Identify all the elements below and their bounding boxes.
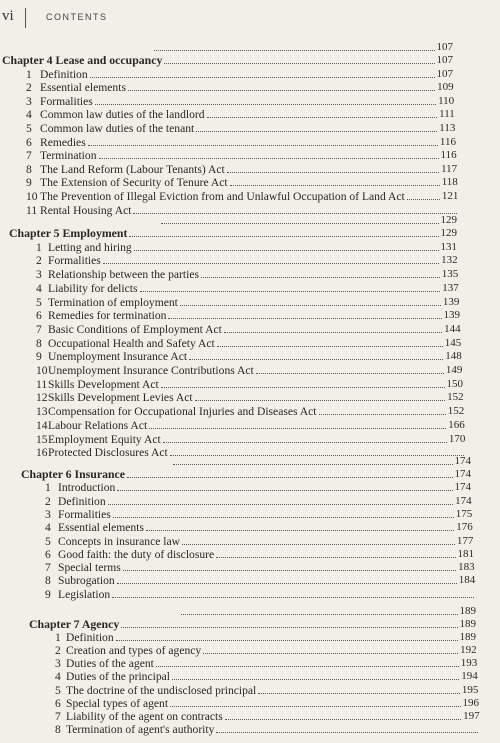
entry-title: Special types of agent [66,696,169,710]
chapter-title-row [29,617,476,631]
toc-entry [55,643,477,657]
entry-title: Liability of the agent on contracts [66,709,223,723]
chapter-page-number: 129 [440,214,457,226]
chapter-page-number: 107 [436,54,453,66]
toc-entry [55,683,478,697]
entry-title: Subrogation [58,574,115,588]
entry-page-number: 174 [454,481,471,494]
toc-entry [45,587,476,601]
toc-entry [45,573,475,587]
entry-title: Common law duties of the landlord [40,108,205,122]
entry-page-number: 137 [442,281,459,294]
entry-number: 3 [55,657,61,671]
dot-leader [170,706,460,707]
entry-title: Duties of the agent [66,657,154,671]
entry-title: Unemployment Insurance Contributions Act [48,364,254,377]
dot-leader [203,653,458,654]
entry-number: 8 [45,574,51,588]
entry-number: 10 [26,190,38,203]
entry-title: Concepts in insurance law [58,534,181,548]
entry-title: Skills Development Levies Act [48,391,193,405]
chapter-title-row [9,226,457,240]
entry-title: Common law duties of the tenant [40,122,195,135]
entry-title: Remedies for termination [48,309,167,323]
toc-entry [36,377,463,391]
dot-leader [154,50,435,51]
chapter-title: Chapter 6 Insurance [21,467,125,481]
dot-leader [117,583,457,584]
entry-number: 15 [36,432,48,446]
entry-title: Formalities [40,94,93,108]
chapter-page-number: 174 [454,468,471,480]
entry-page-number: 152 [447,405,465,418]
page-number: vi [2,8,14,24]
entry-page-number: 111 [439,108,455,121]
entry-number: 6 [36,309,42,323]
chapter-leader-row [152,40,453,54]
entry-title: Rental Housing Act [40,203,132,217]
toc-entry [36,308,460,322]
entry-page-number: 109 [437,81,454,94]
entry-page-number: 144 [444,322,461,335]
dot-leader [112,597,474,598]
dot-leader [182,544,455,545]
entry-title: Termination [40,149,97,163]
dot-leader [230,185,440,186]
toc-entry [36,349,462,363]
dot-leader [121,627,457,628]
entry-title: Definition [58,494,106,508]
entry-title: Remedies [40,135,86,149]
dot-leader [134,250,439,251]
dot-leader [181,614,458,615]
entry-number: 12 [36,391,48,405]
entry-page-number: 149 [445,364,463,376]
dot-leader [168,318,441,319]
entry-number: 1 [45,481,51,495]
entry-page-number: 184 [458,574,476,587]
entry-title: Legislation [58,587,111,601]
entry-page-number: 110 [438,94,455,107]
dot-leader [164,63,434,64]
toc-entry [45,534,473,548]
toc-entry [36,418,465,432]
toc-entry [45,494,472,508]
entry-number: 4 [26,108,32,122]
entry-number: 3 [26,94,32,108]
entry-number: 6 [26,135,32,149]
entry-title: Skills Development Act [48,377,159,391]
dot-leader [163,442,447,443]
dot-leader [161,387,445,388]
entry-number: 2 [26,81,32,95]
entry-number: 9 [26,176,32,190]
toc-entry [36,267,458,281]
dot-leader [90,77,435,78]
entry-page-number: 145 [444,336,462,349]
entry-page-number: 131 [440,240,457,253]
entry-title: Essential elements [40,81,126,95]
chapter-leader-row [171,454,471,468]
entry-page-number: 192 [460,644,477,657]
entry-number: 9 [45,587,51,601]
entry-number: 7 [45,561,51,575]
dot-leader [217,346,443,347]
dot-leader [123,570,456,571]
entry-number: 2 [45,494,51,508]
dot-leader [156,666,459,667]
toc-entry [26,94,454,108]
toc-entry [36,390,464,404]
entry-page-number: 118 [441,176,458,189]
entry-title: Definition [66,631,114,645]
entry-page-number: 150 [446,377,463,390]
entry-page-number: 139 [442,295,460,308]
toc-entry [36,336,461,350]
entry-number: 5 [36,295,42,309]
toc-entry [36,295,459,309]
toc-entry [26,148,457,162]
entry-number: 11 [36,377,48,391]
entry-number: 2 [36,254,42,268]
toc-entry [26,80,454,94]
chapter-title-row [2,53,453,67]
entry-title: Employment Equity Act [48,432,161,446]
entry-title: Essential elements [58,521,144,535]
entry-number: 8 [26,162,32,176]
chapter-title-row [21,467,471,481]
chapter-page-number: 174 [454,455,471,467]
entry-page-number: 135 [441,268,459,281]
dot-leader [207,117,438,118]
entry-number: 11 [26,203,38,217]
entry-title: The Extension of Security of Tenure Act [40,176,228,190]
chapter-page-number: 107 [436,41,453,53]
entry-page-number: 177 [456,534,474,547]
dot-leader [258,693,460,694]
entry-page-number: 174 [455,494,472,507]
dot-leader [224,332,442,333]
dot-leader [149,428,446,429]
chapter-title: Chapter 5 Employment [9,226,128,240]
dot-leader [225,719,461,720]
toc-entry [36,281,459,295]
chapter-page-number: 189 [459,605,476,617]
toc-entry [36,253,458,267]
entry-page-number: 194 [461,670,478,683]
entry-title: The doctrine of the undisclosed principal [66,683,257,697]
entry-page-number: 107 [436,67,453,80]
toc-entry [45,507,472,521]
dot-leader [227,172,439,173]
toc-entry [26,175,458,189]
toc-entry [45,547,474,561]
entry-title: Labour Relations Act [48,418,148,432]
dot-leader [407,199,440,200]
toc-entry [55,696,479,710]
entry-page-number: 152 [447,391,464,404]
toc-entry [26,135,456,149]
dot-leader [95,104,436,105]
entry-title: Occupational Health and Safety Act [48,336,215,350]
entry-title: Formalities [58,507,111,521]
toc-entry [36,363,462,377]
dot-leader [216,557,455,558]
dot-leader [196,131,437,132]
entry-number: 8 [36,336,42,350]
entry-title: Formalities [48,254,101,268]
entry-page-number: 181 [457,547,474,560]
chapter-leader-row [159,213,457,227]
dot-leader [201,277,440,278]
dot-leader [113,517,454,518]
entry-title: Termination of agent's authority [66,722,215,736]
entry-page-number: 116 [440,149,457,162]
entry-title: Definition [40,67,88,81]
entry-title: Introduction [58,481,116,495]
toc-entry [45,480,471,494]
entry-page-number: 148 [445,350,462,363]
dot-leader [180,305,441,306]
chapter-page-number: 189 [459,618,476,630]
entry-title: Liability for delicts [48,281,138,295]
running-title: CONTENTS [46,12,108,22]
toc-entry [26,162,457,176]
toc-entry [36,240,457,254]
entry-title: Good faith: the duty of disclosure [58,547,215,561]
entry-number: 14 [36,418,48,432]
entry-page-number: 139 [443,309,460,322]
dot-leader [173,464,453,465]
entry-number: 1 [55,631,61,645]
entry-number: 4 [55,670,61,684]
dot-leader [189,359,443,360]
entry-page-number: 196 [462,696,479,709]
dot-leader [99,158,439,159]
entry-page-number: 116 [439,135,456,148]
entry-number: 9 [36,350,42,364]
entry-number: 4 [36,281,42,295]
dot-leader [116,640,458,641]
dot-leader [216,732,478,733]
entry-title: Letting and hiring [48,240,132,254]
entry-page-number: 189 [459,631,476,644]
entry-page-number: 197 [463,709,480,722]
entry-page-number: 176 [456,521,473,534]
entry-page-number: 121 [441,190,459,202]
entry-number: 6 [45,547,51,561]
toc-entry [26,67,453,81]
toc-entry [26,121,455,135]
entry-number: 6 [55,696,61,710]
entry-title: Creation and types of agency [66,644,202,658]
entry-title: The Prevention of Illegal Eviction from and Unlawful Occupation of Land Act [40,190,405,203]
entry-title: Unemployment Insurance Act [48,350,188,364]
entry-title: Termination of employment [48,295,178,309]
entry-page-number: 175 [455,507,473,520]
entry-number: 7 [36,322,42,336]
entry-page-number: 193 [460,657,478,670]
dot-leader [161,223,439,224]
entry-page-number: 170 [448,432,466,445]
entry-number: 4 [45,521,51,535]
entry-page-number: 132 [441,254,458,267]
dot-leader [195,400,446,401]
entry-page-number: 195 [461,683,479,696]
toc-entry [55,709,480,723]
toc-entry [36,404,464,418]
dot-leader [117,490,452,491]
dot-leader [108,504,453,505]
dot-leader [146,530,454,531]
entry-number: 1 [26,67,32,81]
entry-number: 2 [55,644,61,658]
dot-leader [129,236,438,237]
entry-number: 7 [26,149,32,163]
toc-entry [45,520,473,534]
toc-entry [36,432,465,446]
dot-leader [88,145,438,146]
entry-title: Protected Disclosures Act [48,446,168,460]
entry-page-number: 183 [458,561,475,574]
toc-entry [26,107,455,121]
toc-entry [55,656,477,670]
entry-title: Special terms [58,561,121,575]
entry-page-number: 166 [448,418,465,431]
entry-number: 16 [36,446,48,460]
toc-entry [55,630,476,644]
entry-number: 8 [55,722,61,736]
entry-page-number: 113 [439,122,456,134]
dot-leader [172,679,459,680]
entry-number: 3 [45,507,51,521]
entry-title: Duties of the principal [66,670,170,684]
entry-title: Compensation for Occupational Injuries and Diseases Act [48,405,317,419]
entry-number: 5 [55,683,61,697]
chapter-title: Chapter 4 Lease and occupancy [2,53,163,67]
chapter-title: Chapter 7 Agency [29,617,120,631]
toc-entry [55,722,480,736]
entry-number: 13 [36,405,48,419]
entry-number: 5 [45,534,51,548]
entry-page-number: 117 [441,162,458,175]
toc-entry [45,560,475,574]
entry-title: Relationship between the parties [48,268,199,282]
entry-title: The Land Reform (Labour Tenants) Act [40,162,225,176]
toc-entry [36,322,461,336]
dot-leader [140,291,441,292]
dot-leader [103,263,439,264]
entry-number: 3 [36,268,42,282]
dot-leader [256,373,444,374]
entry-number: 10 [36,364,48,377]
chapter-page-number: 129 [440,227,457,239]
toc-entry [55,669,478,683]
toc-entry [26,189,458,203]
entry-title: Basic Conditions of Employment Act [48,322,222,336]
entry-number: 1 [36,240,42,254]
dot-leader [127,477,453,478]
entry-number: 5 [26,122,32,135]
dot-leader [319,414,446,415]
entry-number: 7 [55,709,61,723]
dot-leader [128,90,435,91]
chapter-leader-row [179,604,476,618]
